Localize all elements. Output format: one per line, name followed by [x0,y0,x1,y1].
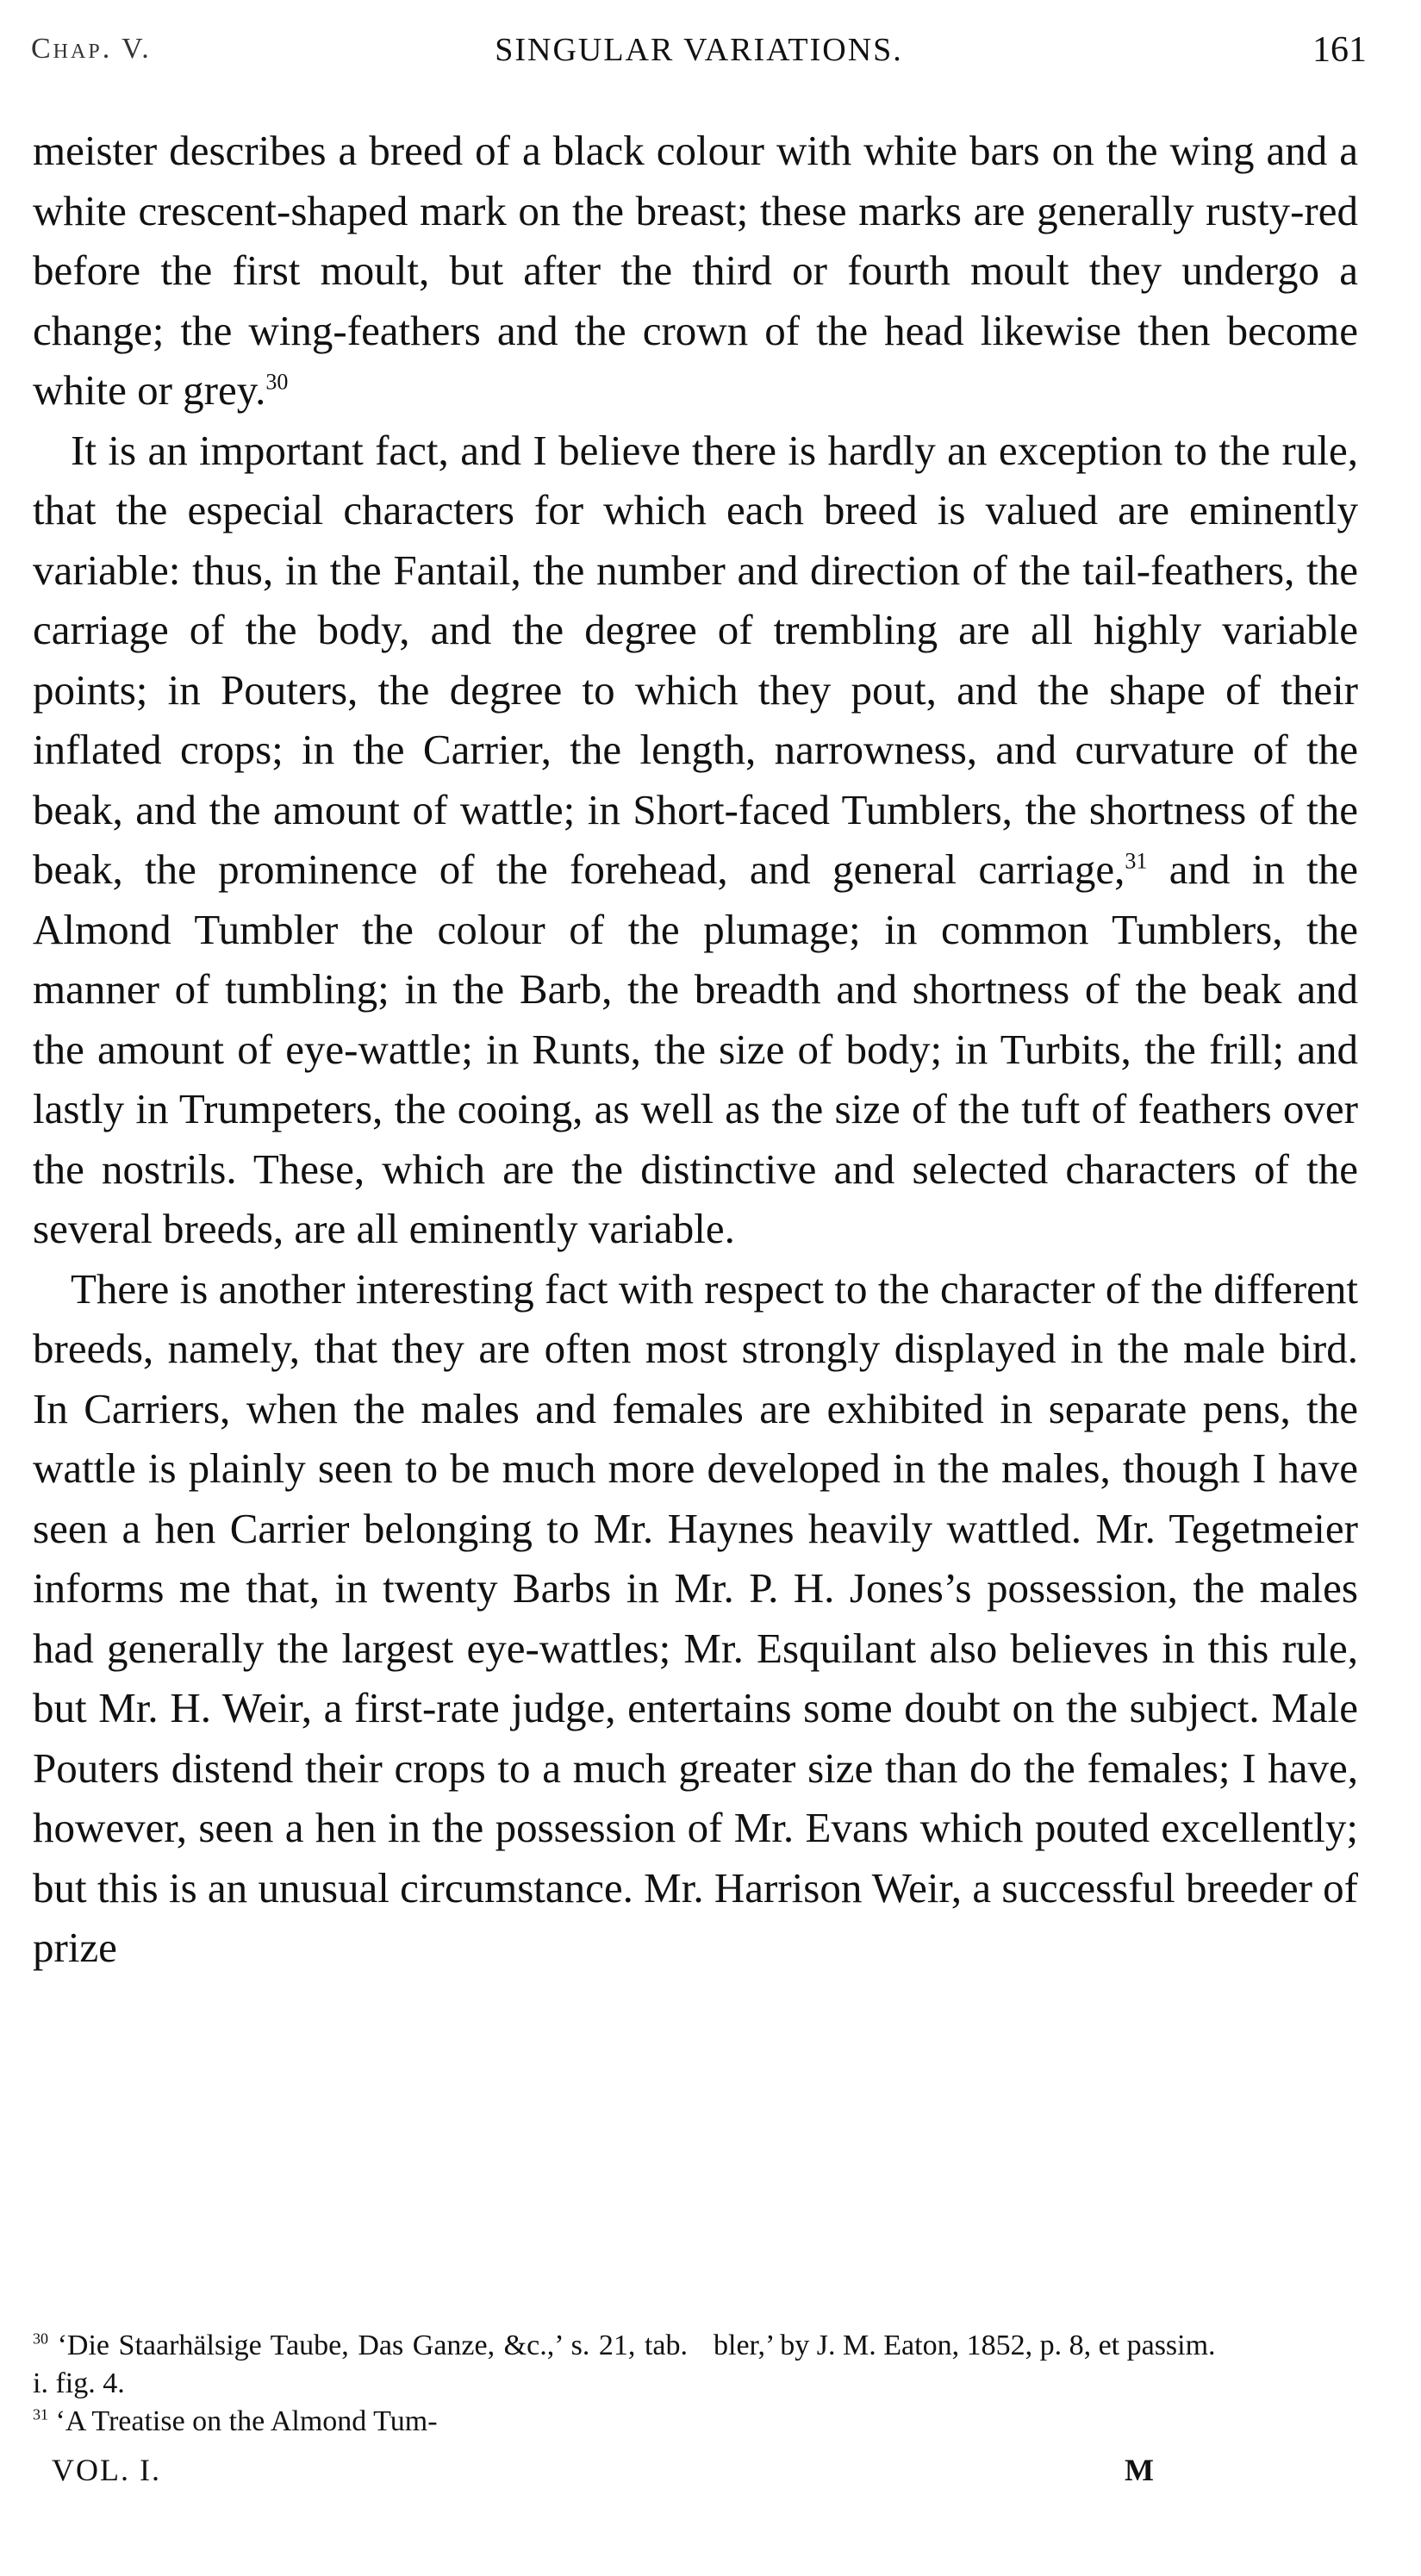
paragraph-3 [33,1259,1358,1978]
paragraph-text: There is another interesting fact with respect to the character of the different breeds, namely, that they are often most strongly displayed in the male bird. In Carriers, when the males and females are exhibited in separate pens, the wattle is plainly seen to be much more developed in the males, though I have seen a hen Carrier belonging to Mr. Haynes heavily wattled. Mr. Tegetmeier informs me that, in twenty Barbs in Mr. P. H. Jones’s possession, the males had generally the largest eye-wattles; Mr. Esquilant also believes in this rule, but Mr. H. Weir, a first-rate judge, entertains some doubt on the subject. Male Pouters distend their crops to a much greater size than do the females; I have, however, seen a hen in the possession of Mr. Evans which pouted excellently; but this is an unusual circumstance. Mr. Harrison Weir, a successful breeder of prize [33,1264,1358,1971]
footnote-column-left [33,2327,688,2441]
page-footer [52,2452,1172,2495]
paragraph-2 [33,421,1358,1259]
footnote-30 [33,2327,688,2403]
paragraph-1 [33,121,1358,421]
footnote-column-right [714,2327,1367,2365]
volume-label: VOL. I. [52,2453,161,2487]
footnote-number: 30 [33,2330,48,2348]
footnote-number: 31 [33,2405,48,2423]
paragraph-text: meister describes a breed of a black colour with white bars on the wing and a white crescent-shaped mark on the breast; these marks are generally rusty-red before the first moult, but after the third or fourth moult they undergo a change; the wing-feathers and the crown of the head likewise then become white or grey. [33,127,1358,414]
footnote-ref-31[interactable]: 31 [1125,848,1148,874]
signature-mark: M [1125,2453,1154,2487]
paragraph-text: It is an important fact, and I believe there is hardly an exception to the rule, that the especial characters for which each breed is valued are eminently variable: thus, in the Fantail, the number and direction of the tail-feathers, the carriage of the body, and the degree of trembling are all highly variable points; in Pouters, the degree to which they pout, and the shape of their inflated crops; in the Carrier, the length, narrowness, and curvature of the beak, and the amount of wattle; in Short-faced Tumblers, the shortness of the beak, the prominence of the forehead, and general carriage, [33,426,1358,893]
footnote-ref-30[interactable]: 30 [265,369,289,395]
footnote-31-end [714,2327,1367,2365]
footnote-text: ‘Die Staarhälsige Taube, Das Ganze, &c.,’ s. 21, tab. i. fig. 4. [33,2330,688,2399]
body-text [33,121,1358,1978]
footnotes [33,2327,1367,2456]
footnote-text: bler,’ by J. M. Eaton, 1852, p. 8, et passim. [714,2330,1216,2361]
page-number: 161 [1312,30,1367,70]
footnote-text: ‘A Treatise on the Almond Tum- [55,2405,438,2437]
running-title: SINGULAR VARIATIONS. [495,32,903,68]
paragraph-text: and in the Almond Tumbler the colour of the plumage; in common Tumblers, the manner of tumbling; in the Barb, the breadth and shortness of the beak and the amount of eye-wattle; in Runts, the size of body; in Turbits, the frill; and lastly in Trumpeters, the cooing, as well as the size of the tuft of feathers over the nostrils. These, which are the distinctive and selected characters of the several breeds, are all eminently variable. [33,845,1358,1252]
chapter-label: Chap. V. [31,33,152,65]
running-header [31,30,1367,76]
footnote-31-start [33,2403,688,2441]
